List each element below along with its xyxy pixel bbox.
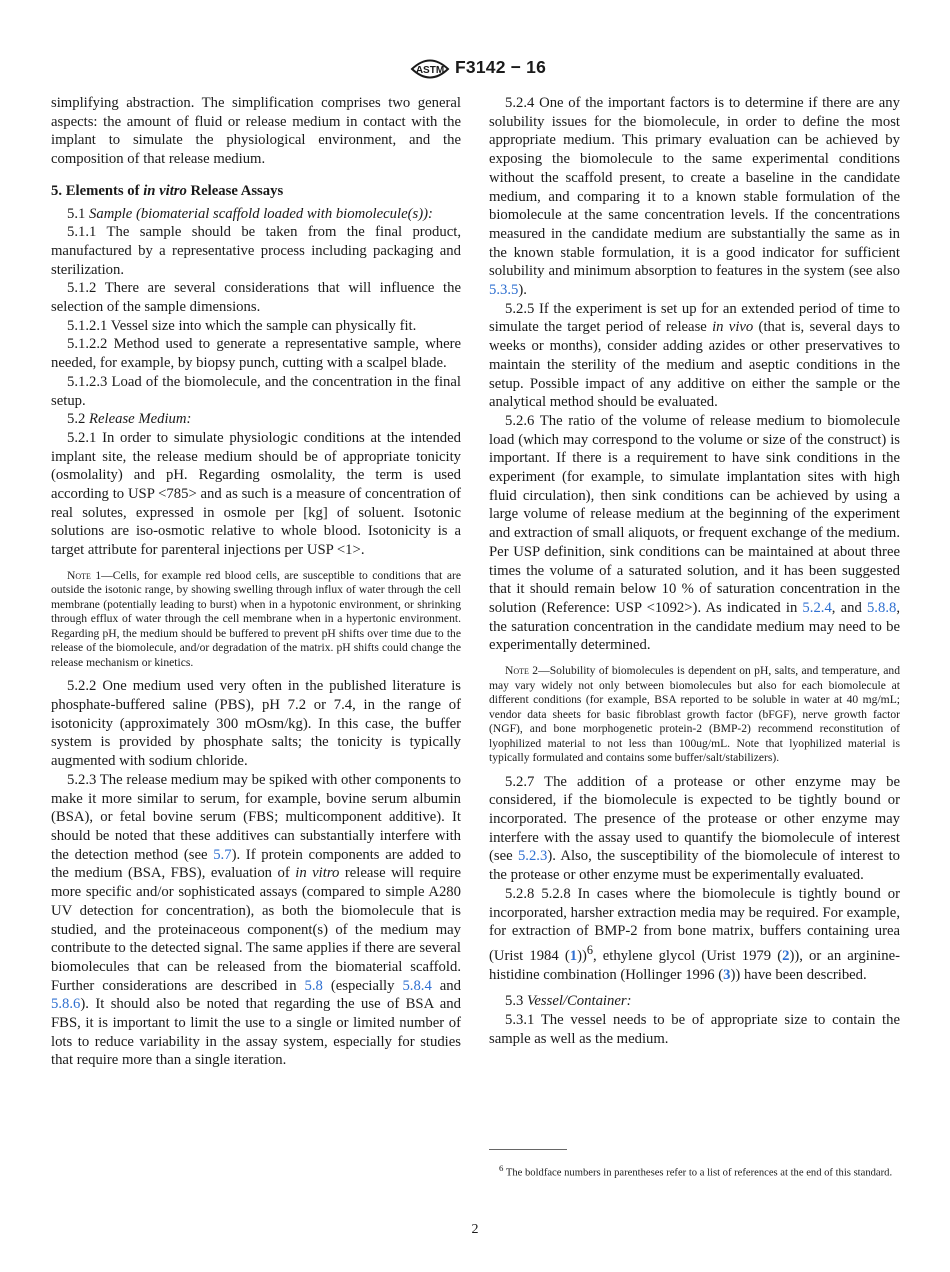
- section-5-3: 5.3 Vessel/Container:: [505, 993, 632, 1010]
- ref-link-5-3-5[interactable]: 5.3.5: [489, 282, 519, 299]
- note-1: Note 1—Cells, for example red blood cells, are susceptible to conditions that are outside the isotonic range, by showing swelling through influx of water through the cell membrane (potentially leading to burst) when in a hypotonic environment, or shrinking through efflux of water through the cell membrane when in a hypertonic environment. Regarding pH, the medium should be buffered to prevent pH shifts over time due to the release of the biomolecule, and/or degradation of the matrix. pH shifts could change the release mechanism or kinetics.: [51, 568, 461, 669]
- section-5-2-8: 5.2.8 5.2.8 In cases where the biomolecule is tightly bound or incorporated, harsher extraction media may be required. For example, for extraction of BMP-2 from bone matrix, buffers containing urea (Urist 1984 (1))$^6$, ethylene glycol (Urist 1979 (2)), or an arginine-histidine combination (Hollinger 1996 (3)) have been described.: [489, 885, 900, 983]
- ref-link-5-7[interactable]: 5.7: [213, 846, 232, 863]
- section-5-2-3: 5.2.3 The release medium may be spiked with other components to make it more similar to serum, for example, bovine serum albumin (BSA), or fetal bovine serum (FBS; multicomponent additive). It should be noted that these additives can substantially interfere with the detection method (see 5.7). If protein components are added to the medium (BSA, FBS), evaluation of in vitro release will require more specific and/or sophisticated assays (compared to simple A280 UV detection for concentration), as both the biomolecule that is studied, and the proteinaceous component(s) of the medium may contribute to the detected signal. The same applies if there are several biomolecules that can be released from the biomaterial scaffold. Further considerations are described in 5.8 (especially 5.8.4 and 5.8.6). It should also be noted that regarding the use of BSA and FBS, it is important to limit the use to a single or limited number of lots to reduce variability in the assay system, especially for studies that require more than a single iteration.: [51, 771, 461, 1069]
- section-5-2-7: 5.2.7 The addition of a protease or other enzyme may be considered, if the biomolecule is expected to be tightly bound or incorporated. The presence of the protease or other enzyme may interfere with the assay used to quantify the biomolecule of interest (see 5.2.3). Also, the susceptibility of the biomolecule of interest to the protease or other enzyme must be experimentally evaluated.: [489, 773, 900, 884]
- ref-link-5-8-8[interactable]: 5.8.8: [866, 599, 897, 616]
- page-number: 2: [471, 1222, 479, 1237]
- section-5-1-2: 5.1.2 There are several considerations that will influence the selection of the sample dimensions.: [51, 280, 461, 316]
- left-column: [51, 94, 461, 1070]
- ref-link-5-2-3[interactable]: 5.2.3: [517, 848, 548, 865]
- section-heading-5: 5. Elements of in vitro Release Assays: [51, 182, 284, 199]
- ref-link-5-2-4[interactable]: 5.2.4: [802, 599, 832, 616]
- note-2: Note 2—Solubility of biomolecules is dependent on pH, salts, and temperature, and may vary widely not only between biomolecules but also for each biomolecule at different conditions (for example, BSA reported to be soluble in water at 40 mg/mL; vendor data sheets for basic fibroblast growth factor (bFGF), nerve growth factor (NGF), and bone morphogenetic protein-2 (BMP-2) recommend reconstitution of lyophilized material to not less than 100ug/mL. Note that lyophilized material is typically formulated and contains some buffer/salt/stabilizers).: [489, 664, 900, 765]
- ref-link-3[interactable]: 3: [723, 966, 731, 983]
- section-5-1: 5.1 Sample (biomaterial scaffold loaded with biomolecule(s)):: [67, 205, 433, 222]
- section-5-1-2-2: 5.1.2.2 Method used to generate a representative sample, where needed, for example, by biopsy punch, cutting with a scalpel blade.: [51, 336, 461, 372]
- ref-link-2[interactable]: 2: [782, 947, 790, 964]
- footnote: $^6$ The boldface numbers in parentheses refer to a list of references at the end of this standard.: [499, 1163, 893, 1179]
- ref-link-5-8-4[interactable]: 5.8.4: [402, 977, 432, 994]
- section-5-1-2-1: 5.1.2.1 Vessel size into which the sample can physically fit.: [67, 317, 417, 334]
- footnote-divider: [489, 1149, 567, 1150]
- paragraph-intro: simplifying abstraction. The simplification comprises two general aspects: the amount of fluid or release medium in contact with the implant to simulate the physiological environment, and the composition of that release medium.: [51, 95, 461, 168]
- page-header: [0, 56, 950, 86]
- ref-link-1[interactable]: 1: [569, 947, 578, 964]
- section-5-2: 5.2 Release Medium:: [67, 411, 192, 428]
- section-5-1-1: 5.1.1 The sample should be taken from the final product, manufactured by a representative process including packaging and sterilization.: [51, 224, 461, 278]
- section-5-2-1: 5.2.1 In order to simulate physiologic conditions at the intended implant site, the release medium should be of appropriate tonicity (osmolality) and pH. Regarding osmolality, the term is used according to USP <785> and as such is a measure of concentration of real solutes, expressed in osmole per [kg] of soluent. Isotonic solutions are iso-osmotic relative to whole blood. Isotonicity is a target attribute for parenteral injections per USP <1>.: [51, 429, 461, 559]
- astm-logo-icon: [409, 56, 451, 82]
- standard-designation: F3142 − 16: [455, 57, 547, 77]
- right-column: [489, 94, 900, 1048]
- section-5-3-1: 5.3.1 The vessel needs to be of appropriate size to contain the sample as well as the medium.: [489, 1011, 900, 1047]
- section-5-2-2: 5.2.2 One medium used very often in the published literature is phosphate-buffered saline (PBS), pH 7.2 or 7.4, in the range of isotonicity (approximately 300 mOsm/kg). In this case, the buffer system is provided by phosphate salts; the tonicity is typically augmented with sodium chloride.: [51, 678, 461, 770]
- section-5-2-5: 5.2.5 If the experiment is set up for an extended period of time to simulate the target period of release in vivo (that is, several days to weeks or months), consider adding azides or other preservatives to maintain the sterility of the medium and aseptic conditions in the setup. Possible impact of any additive on either the sample or the analytical method should be evaluated.: [489, 300, 900, 411]
- ref-link-5-8-6[interactable]: 5.8.6: [51, 996, 81, 1013]
- section-5-2-6: 5.2.6 The ratio of the volume of release medium to biomolecule load (which may correspond to the volume or size of the construct) is important. If there is a requirement to have sink conditions in the experiment (for example, to simulate implantation sites with high fluid circulation), then sink conditions can be achieved by using a large volume of release medium at the beginning of the experiment and extraction of small aliquots, or frequent exchange of the medium. Per USP definition, sink conditions can be maintained at about three times the volume of a saturated solution, and it has been suggested that it should remain below 10 % of saturation concentration in the solution (Reference: USP <1092>). As indicated in 5.2.4, and 5.8.8, the saturation concentration in the candidate medium may need to be experimentally determined.: [489, 412, 900, 654]
- section-5-1-2-3: 5.1.2.3 Load of the biomolecule, and the concentration in the final setup.: [51, 373, 461, 409]
- footnote-mark-6: 6: [586, 942, 593, 957]
- section-5-2-4: 5.2.4 One of the important factors is to determine if there are any solubility issues for the biomolecule, in order to define the most appropriate medium. This primary evaluation can be achieved by exposing the biomolecule to the same experimental conditions without the scaffold present, to create a baseline in the candidate medium, and comparing it to a known stable formulation of the biomolecule at the same concentration levels. If the concentrations measured in the candidate medium are substantially the same as in the known stable formulation, it is a good indicator for sufficient solubility and minimum absorption to features in the system (see also 5.3.5).: [489, 95, 900, 299]
- svg-text:ASTM: ASTM: [415, 65, 445, 76]
- ref-link-5-8[interactable]: 5.8: [304, 977, 323, 994]
